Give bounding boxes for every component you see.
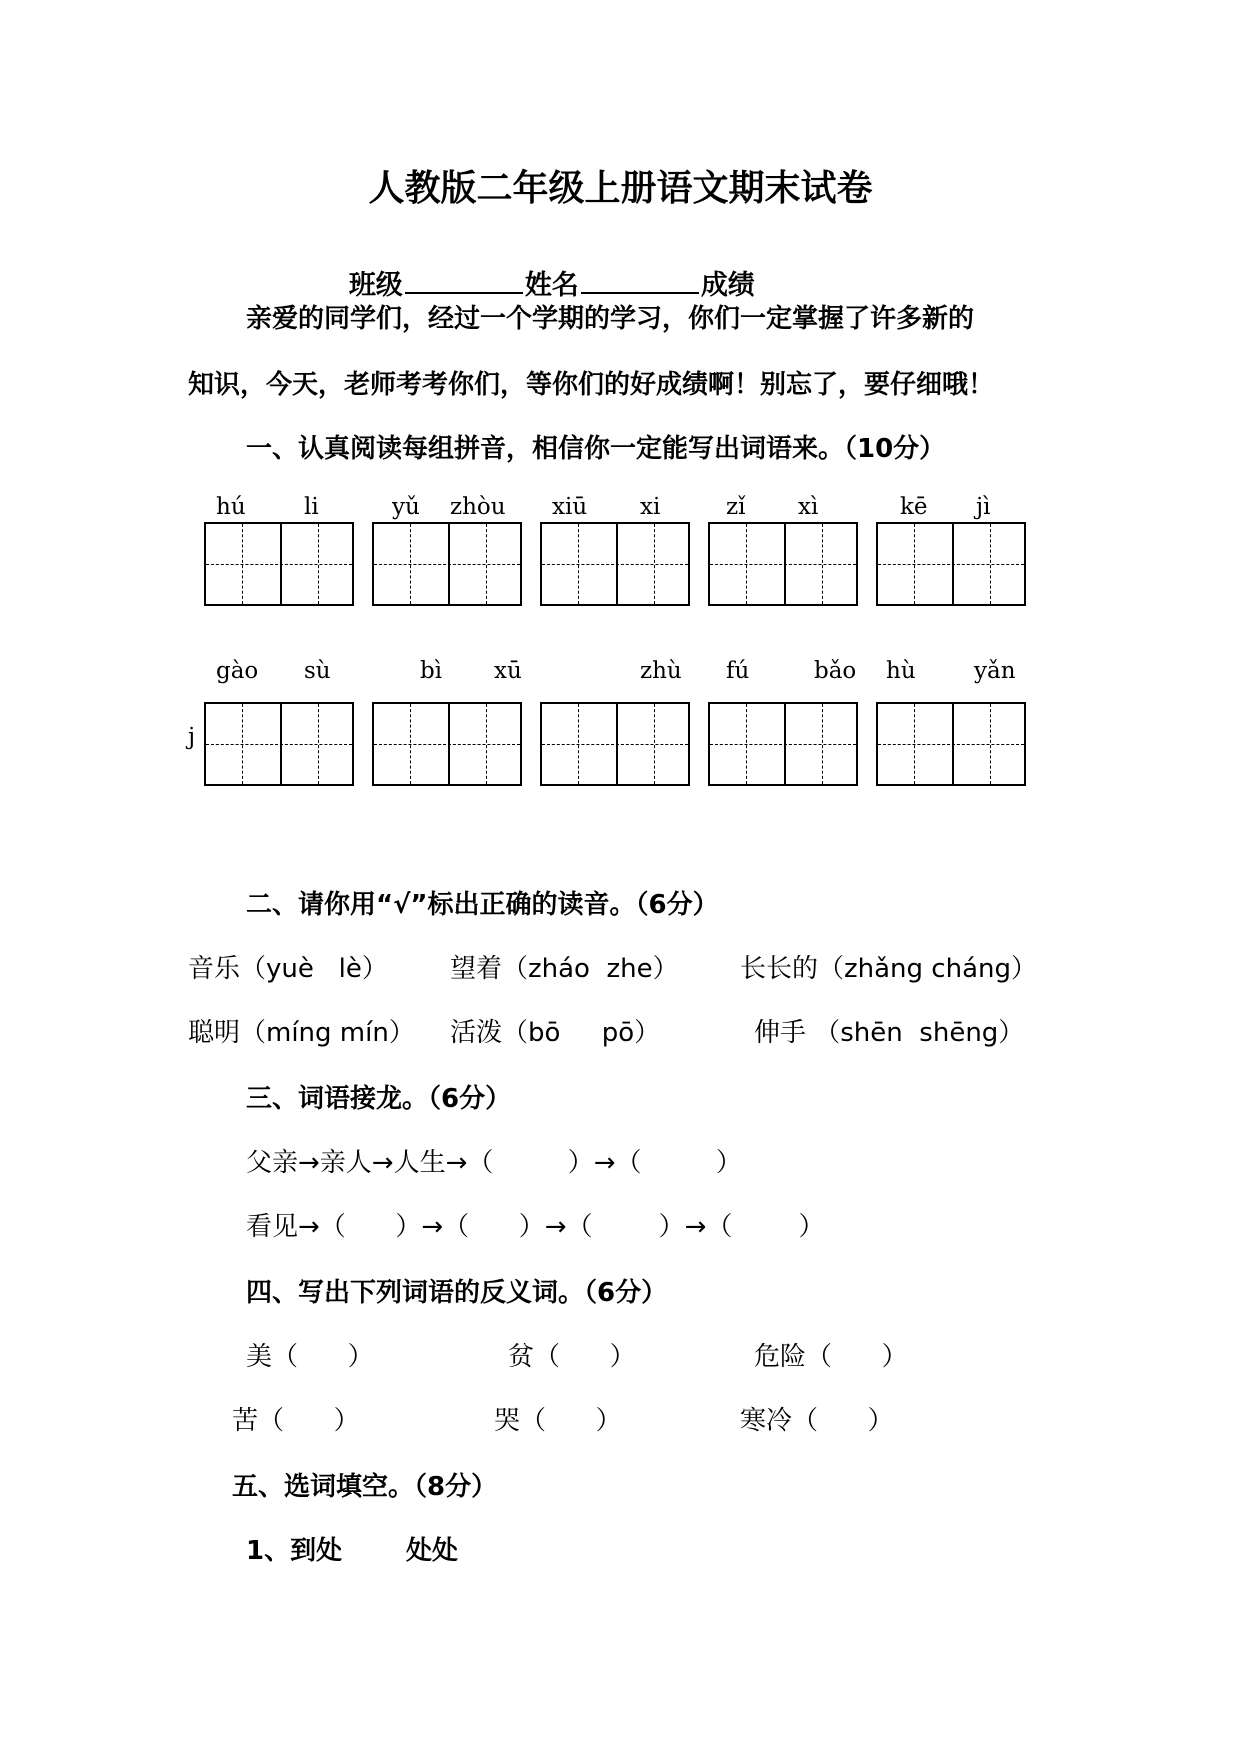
question-1-label: 1、到处 (246, 1536, 343, 1566)
section5-heading: 五、选词填空。（8分） (232, 1472, 498, 1502)
pinyin: li (304, 494, 319, 520)
writing-grid[interactable] (708, 702, 858, 786)
section3-heading: 三、词语接龙。（6分） (246, 1084, 512, 1114)
pinyin: xi (640, 494, 661, 520)
writing-grid[interactable] (204, 702, 354, 786)
pinyin: xì (798, 494, 819, 520)
writing-grid[interactable] (204, 522, 354, 606)
pinyin: kē (900, 494, 928, 520)
section1-heading: 一、认真阅读每组拼音，相信你一定能写出词语来。（10分） (246, 434, 946, 464)
intro-line-1: 亲爱的同学们，经过一个学期的学习，你们一定掌握了许多新的 (246, 304, 975, 334)
pinyin: jì (976, 494, 991, 520)
score-label: 成绩 (700, 270, 755, 301)
reading-choice[interactable]: 活泼（bō pō） (450, 1018, 661, 1048)
writing-grid[interactable] (540, 702, 690, 786)
word-chain-line[interactable]: 父亲→亲人→人生→（ ）→（ ） (246, 1148, 742, 1178)
writing-grid[interactable] (708, 522, 858, 606)
name-blank[interactable] (581, 268, 699, 294)
pinyin: bì (420, 658, 443, 684)
pinyin: zǐ (726, 494, 746, 520)
exam-header (330, 232, 755, 302)
pinyin: fú (726, 658, 750, 684)
writing-grid[interactable] (372, 522, 522, 606)
reading-choice[interactable]: 长长的（zhǎng cháng） (740, 954, 1037, 984)
writing-grid[interactable] (876, 522, 1026, 606)
word-chain-line[interactable]: 看见→（ ）→（ ）→（ ）→（ ） (246, 1212, 825, 1242)
writing-grid[interactable] (876, 702, 1026, 786)
page-title: 人教版二年级上册语文期末试卷 (368, 168, 873, 209)
section2-heading: 二、请你用“√”标出正确的读音。（6分） (246, 890, 719, 920)
pinyin: bǎo (814, 658, 857, 684)
intro-line-2: 知识，今天，老师考考你们，等你们的好成绩啊！别忘了，要仔细哦！ (188, 370, 995, 400)
pinyin: xū (494, 658, 522, 684)
antonym-item[interactable]: 寒冷（ ） (740, 1406, 894, 1436)
antonym-item[interactable]: 哭（ ） (494, 1406, 622, 1436)
pinyin: yǔ (392, 494, 420, 520)
pinyin: hú (216, 494, 246, 520)
reading-choice[interactable]: 伸手 （shēn shēng） (754, 1018, 1025, 1048)
stray-mark: j (188, 724, 196, 750)
reading-choice[interactable]: 望着（zháo zhe） (450, 954, 679, 984)
pinyin: hù (886, 658, 916, 684)
pinyin: gào (216, 658, 259, 684)
antonym-item[interactable]: 贫（ ） (508, 1342, 636, 1372)
antonym-item[interactable]: 危险（ ） (754, 1342, 908, 1372)
class-blank[interactable] (405, 268, 523, 294)
pinyin: zhù (640, 658, 682, 684)
writing-grid[interactable] (372, 702, 522, 786)
antonym-item[interactable]: 美（ ） (246, 1342, 374, 1372)
reading-choice[interactable]: 聪明（míng mín） (188, 1018, 415, 1048)
name-label: 姓名 (524, 270, 579, 301)
writing-grid[interactable] (540, 522, 690, 606)
reading-choice[interactable]: 音乐（yuè lè） (188, 954, 388, 984)
pinyin: xiū (552, 494, 588, 520)
pinyin: zhòu (450, 494, 506, 520)
pinyin: yǎn (974, 658, 1016, 684)
pinyin: sù (304, 658, 331, 684)
antonym-item[interactable]: 苦（ ） (232, 1406, 360, 1436)
section4-heading: 四、写出下列词语的反义词。（6分） (246, 1278, 668, 1308)
class-label: 班级 (348, 270, 403, 301)
question-1-option: 处处 (406, 1536, 459, 1566)
